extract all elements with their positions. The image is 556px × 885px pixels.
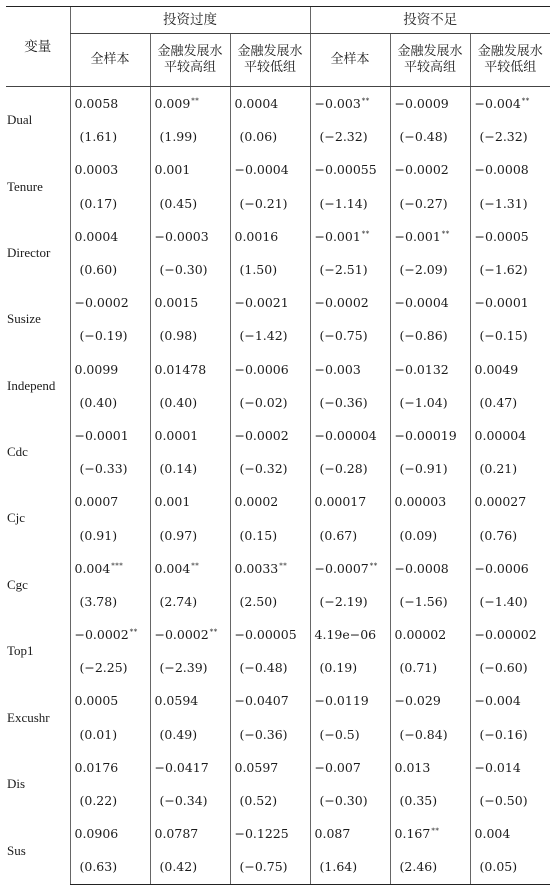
subgroup-header-line: 平较低组 [484, 60, 537, 75]
coefficient-value: 0.0176 [74, 759, 119, 775]
coefficient-cell [70, 684, 150, 717]
variable-name: Independ [7, 377, 56, 393]
t-statistic-cell: (0.19) [310, 651, 390, 684]
coefficient-cell [230, 220, 310, 253]
t-statistic-cell: (0.35) [390, 784, 470, 817]
coefficient-cell [150, 353, 230, 386]
t-statistic-cell: (−0.30) [310, 784, 390, 817]
coefficient-cell [230, 419, 310, 452]
coefficient-value: −0.007 [314, 759, 361, 775]
table-row [6, 452, 550, 485]
coefficient-cell [150, 286, 230, 319]
coefficient-cell [470, 552, 550, 585]
coefficient-cell [310, 286, 390, 319]
variable-name: Dis [7, 775, 26, 791]
t-statistic-cell: (−2.25) [70, 651, 150, 684]
table-row [6, 120, 550, 153]
significance-stars: ** [521, 97, 530, 106]
coefficient-value: −0.029 [394, 693, 441, 709]
coefficient-cell [310, 220, 390, 253]
subgroup-header-line: 金融发展水 [237, 44, 303, 59]
coefficient-value: 0.0787 [154, 826, 199, 842]
t-statistic-cell: (0.05) [470, 850, 550, 884]
table-row [6, 353, 550, 386]
coefficient-value: −0.0005 [474, 228, 529, 244]
coefficient-cell [470, 220, 550, 253]
variable-name: Director [7, 244, 51, 260]
subgroup-header-line: 全样本 [330, 52, 370, 67]
t-statistic-cell: (−0.36) [230, 718, 310, 751]
t-statistic-cell: (0.40) [150, 386, 230, 419]
t-statistic-cell: (−1.62) [470, 253, 550, 286]
coefficient-cell [150, 817, 230, 850]
t-statistic-cell: (−1.40) [470, 585, 550, 618]
coefficient-value: −0.00002 [474, 627, 537, 643]
coefficient-cell [390, 286, 470, 319]
t-statistic-cell: (0.63) [70, 850, 150, 884]
coefficient-cell [390, 751, 470, 784]
table-body [6, 87, 550, 885]
t-statistic-cell: (−0.5) [310, 718, 390, 751]
significance-stars: ** [191, 561, 200, 570]
table-row [6, 319, 550, 352]
t-statistic-cell: (0.42) [150, 850, 230, 884]
t-statistic-cell: (3.78) [70, 585, 150, 618]
coefficient-value: −0.004 [474, 96, 521, 112]
t-statistic-cell: (−0.16) [470, 718, 550, 751]
t-statistic-cell: (−0.75) [310, 319, 390, 352]
coefficient-value: 0.009 [154, 96, 191, 112]
coefficient-value: −0.0008 [394, 560, 449, 576]
t-statistic-cell: (−0.27) [390, 187, 470, 220]
significance-stars: ** [361, 97, 370, 106]
coefficient-cell [390, 87, 470, 121]
subgroup-header [390, 34, 470, 87]
variable-header: 变量 [6, 7, 70, 87]
coefficient-value: 0.0007 [74, 494, 119, 510]
t-statistic-cell: (−1.04) [390, 386, 470, 419]
coefficient-cell [470, 618, 550, 651]
table-row [6, 718, 550, 751]
coefficient-cell [470, 817, 550, 850]
coefficient-value: −0.0119 [314, 693, 369, 709]
coefficient-value: 0.004 [74, 560, 111, 576]
coefficient-value: −0.00055 [314, 162, 377, 178]
coefficient-cell [470, 353, 550, 386]
coefficient-cell [390, 220, 470, 253]
coefficient-value: −0.0417 [154, 759, 209, 775]
t-statistic-cell: (0.22) [70, 784, 150, 817]
t-statistic-cell: (−0.75) [230, 850, 310, 884]
coefficient-value: −0.0132 [394, 361, 449, 377]
t-statistic-cell: (0.17) [70, 187, 150, 220]
t-statistic-cell: (1.50) [230, 253, 310, 286]
coefficient-value: 0.0906 [74, 826, 119, 842]
coefficient-cell [150, 153, 230, 186]
coefficient-value: −0.004 [474, 693, 521, 709]
table-row [6, 187, 550, 220]
t-statistic-cell: (0.40) [70, 386, 150, 419]
coefficient-cell [70, 353, 150, 386]
coefficient-cell [230, 684, 310, 717]
table-row [6, 651, 550, 684]
t-statistic-cell: (−0.86) [390, 319, 470, 352]
table-row [6, 618, 550, 651]
table-row [6, 220, 550, 253]
t-statistic-cell: (−0.19) [70, 319, 150, 352]
group-header-underinvestment: 投资不足 [310, 7, 550, 34]
coefficient-cell [230, 153, 310, 186]
coefficient-value: −0.00005 [234, 627, 297, 643]
coefficient-cell [230, 817, 310, 850]
coefficient-value: −0.0006 [474, 560, 529, 576]
table-row [6, 419, 550, 452]
coefficient-value: 0.0001 [154, 427, 199, 443]
coefficient-value: −0.0002 [394, 162, 449, 178]
coefficient-value: 0.0099 [74, 361, 119, 377]
subgroup-header-line: 金融发展水 [397, 44, 463, 59]
coefficient-cell [230, 353, 310, 386]
significance-stars: ** [361, 229, 370, 238]
coefficient-cell [390, 419, 470, 452]
subgroup-header-line: 金融发展水 [477, 44, 543, 59]
coefficient-value: 0.087 [314, 826, 351, 842]
coefficient-value: 0.01478 [154, 361, 207, 377]
subgroup-header [310, 34, 390, 87]
t-statistic-cell: (1.99) [150, 120, 230, 153]
t-statistic-cell: (−2.19) [310, 585, 390, 618]
coefficient-cell [310, 419, 390, 452]
coefficient-cell [310, 87, 390, 121]
coefficient-cell [150, 419, 230, 452]
t-statistic-cell: (0.52) [230, 784, 310, 817]
coefficient-cell [310, 817, 390, 850]
coefficient-cell [470, 87, 550, 121]
t-statistic-cell: (0.97) [150, 518, 230, 551]
coefficient-value: 0.0003 [74, 162, 119, 178]
coefficient-value: −0.0003 [154, 228, 209, 244]
subgroup-header-line: 平较高组 [404, 60, 457, 75]
coefficient-cell [150, 552, 230, 585]
variable-name: Cdc [7, 444, 28, 460]
coefficient-value: 0.0005 [74, 693, 119, 709]
t-statistic-cell: (−2.32) [310, 120, 390, 153]
t-statistic-cell: (−0.33) [70, 452, 150, 485]
coefficient-cell [150, 485, 230, 518]
coefficient-value: −0.0002 [314, 295, 369, 311]
group-header-overinvestment: 投资过度 [70, 7, 310, 34]
coefficient-cell [70, 552, 150, 585]
coefficient-value: −0.0004 [394, 295, 449, 311]
coefficient-cell [150, 220, 230, 253]
coefficient-value: 0.00027 [474, 494, 527, 510]
coefficient-cell [70, 220, 150, 253]
table-row [6, 684, 550, 717]
t-statistic-cell: (−0.02) [230, 386, 310, 419]
significance-stars: ** [129, 628, 138, 637]
coefficient-cell [470, 153, 550, 186]
coefficient-cell [70, 286, 150, 319]
table-row [6, 585, 550, 618]
coefficient-cell [470, 419, 550, 452]
coefficient-value: −0.001 [394, 228, 441, 244]
coefficient-value: −0.0021 [234, 295, 289, 311]
variable-name: Cgc [7, 576, 28, 592]
significance-stars: ** [441, 229, 450, 238]
coefficient-value: 0.00004 [474, 427, 527, 443]
coefficient-value: 0.0002 [234, 494, 279, 510]
t-statistic-cell: (0.06) [230, 120, 310, 153]
significance-stars: ** [369, 561, 378, 570]
t-statistic-cell: (−1.56) [390, 585, 470, 618]
coefficient-value: −0.0002 [234, 427, 289, 443]
coefficient-value: −0.0002 [74, 295, 129, 311]
t-statistic-cell: (0.71) [390, 651, 470, 684]
coefficient-cell [150, 618, 230, 651]
coefficient-value: −0.1225 [234, 826, 289, 842]
table-row [6, 850, 550, 884]
t-statistic-cell: (0.91) [70, 518, 150, 551]
coefficient-cell [390, 153, 470, 186]
coefficient-value: −0.0004 [234, 162, 289, 178]
coefficient-value: 0.0597 [234, 759, 279, 775]
t-statistic-cell: (0.21) [470, 452, 550, 485]
table-row [6, 817, 550, 850]
coefficient-value: 0.167 [394, 826, 431, 842]
variable-name: Cjc [7, 510, 26, 526]
coefficient-value: −0.0007 [314, 560, 369, 576]
t-statistic-cell: (0.15) [230, 518, 310, 551]
variable-name: Dual [7, 112, 33, 128]
coefficient-cell [230, 286, 310, 319]
coefficient-value: 0.0049 [474, 361, 519, 377]
coefficient-value: 0.00002 [394, 627, 447, 643]
subgroup-header-line: 金融发展水 [157, 44, 223, 59]
significance-stars: ** [209, 628, 218, 637]
coefficient-cell [310, 153, 390, 186]
coefficient-cell [470, 485, 550, 518]
t-statistic-cell: (0.01) [70, 718, 150, 751]
coefficient-value: 0.004 [154, 560, 191, 576]
table-row [6, 518, 550, 551]
t-statistic-cell: (−1.42) [230, 319, 310, 352]
coefficient-cell [390, 353, 470, 386]
coefficient-value: −0.0002 [74, 627, 129, 643]
t-statistic-cell: (2.46) [390, 850, 470, 884]
t-statistic-cell: (−0.21) [230, 187, 310, 220]
coefficient-cell [230, 552, 310, 585]
table-row [6, 485, 550, 518]
t-statistic-cell: (0.60) [70, 253, 150, 286]
coefficient-cell [390, 552, 470, 585]
table-header [6, 7, 550, 87]
coefficient-cell [230, 751, 310, 784]
t-statistic-cell: (−2.39) [150, 651, 230, 684]
subgroup-header [470, 34, 550, 87]
coefficient-cell [310, 684, 390, 717]
t-statistic-cell: (−2.09) [390, 253, 470, 286]
t-statistic-cell: (−2.32) [470, 120, 550, 153]
t-statistic-cell: (−0.60) [470, 651, 550, 684]
coefficient-cell [470, 286, 550, 319]
coefficient-cell [70, 419, 150, 452]
coefficient-cell [70, 817, 150, 850]
coefficient-value: 0.004 [474, 826, 511, 842]
t-statistic-cell: (0.45) [150, 187, 230, 220]
t-statistic-cell: (−0.91) [390, 452, 470, 485]
coefficient-value: 0.0058 [74, 96, 119, 112]
coefficient-value: 0.001 [154, 162, 191, 178]
subgroup-header [230, 34, 310, 87]
table-row [6, 87, 550, 121]
coefficient-cell [310, 751, 390, 784]
coefficient-cell [390, 817, 470, 850]
subgroup-header-line: 平较低组 [244, 60, 297, 75]
t-statistic-cell: (−0.50) [470, 784, 550, 817]
coefficient-cell [310, 618, 390, 651]
t-statistic-cell: (0.76) [470, 518, 550, 551]
coefficient-cell [70, 87, 150, 121]
t-statistic-cell: (0.49) [150, 718, 230, 751]
coefficient-value: −0.0407 [234, 693, 289, 709]
variable-name: Tenure [7, 178, 43, 194]
coefficient-cell [70, 153, 150, 186]
coefficient-value: −0.003 [314, 96, 361, 112]
coefficient-cell [230, 87, 310, 121]
t-statistic-cell: (0.09) [390, 518, 470, 551]
significance-stars: *** [111, 561, 124, 570]
coefficient-value: 0.0016 [234, 228, 279, 244]
variable-name: Top1 [7, 643, 34, 659]
coefficient-cell [310, 552, 390, 585]
t-statistic-cell: (0.47) [470, 386, 550, 419]
subgroup-header [150, 34, 230, 87]
coefficient-cell [390, 618, 470, 651]
table-row [6, 386, 550, 419]
coefficient-value: 0.00017 [314, 494, 367, 510]
coefficient-value: 0.0004 [234, 96, 279, 112]
subgroup-header-line: 全样本 [90, 52, 130, 67]
t-statistic-cell: (−1.31) [470, 187, 550, 220]
table-row [6, 784, 550, 817]
t-statistic-cell: (2.74) [150, 585, 230, 618]
variable-name: Sus [7, 842, 26, 858]
coefficient-value: 0.0033 [234, 560, 279, 576]
coefficient-value: 0.0004 [74, 228, 119, 244]
t-statistic-cell: (−0.28) [310, 452, 390, 485]
coefficient-value: −0.00004 [314, 427, 377, 443]
t-statistic-cell: (0.98) [150, 319, 230, 352]
t-statistic-cell: (−1.14) [310, 187, 390, 220]
coefficient-value: 0.013 [394, 759, 431, 775]
t-statistic-cell: (2.50) [230, 585, 310, 618]
subgroup-header [70, 34, 150, 87]
t-statistic-cell: (−0.48) [390, 120, 470, 153]
coefficient-value: −0.0001 [474, 295, 529, 311]
coefficient-cell [70, 751, 150, 784]
coefficient-cell [310, 353, 390, 386]
coefficient-value: −0.0002 [154, 627, 209, 643]
coefficient-value: 0.001 [154, 494, 191, 510]
significance-stars: ** [191, 97, 200, 106]
coefficient-cell [230, 618, 310, 651]
variable-name: Excushr [7, 709, 50, 725]
variable-name: Susize [7, 311, 41, 327]
coefficient-value: −0.014 [474, 759, 521, 775]
significance-stars: ** [431, 827, 440, 836]
coefficient-cell [70, 485, 150, 518]
coefficient-value: −0.0008 [474, 162, 529, 178]
t-statistic-cell: (−0.32) [230, 452, 310, 485]
t-statistic-cell: (−2.51) [310, 253, 390, 286]
coefficient-value: 0.0015 [154, 295, 199, 311]
coefficient-value: −0.00019 [394, 427, 457, 443]
t-statistic-cell: (−0.36) [310, 386, 390, 419]
coefficient-value: −0.0001 [74, 427, 129, 443]
t-statistic-cell: (0.14) [150, 452, 230, 485]
coefficient-value: 0.00003 [394, 494, 447, 510]
coefficient-cell [470, 751, 550, 784]
coefficient-cell [150, 684, 230, 717]
t-statistic-cell: (−0.30) [150, 253, 230, 286]
table-row [6, 751, 550, 784]
coefficient-value: −0.0009 [394, 96, 449, 112]
t-statistic-cell: (−0.34) [150, 784, 230, 817]
t-statistic-cell: (1.64) [310, 850, 390, 884]
coefficient-value: −0.001 [314, 228, 361, 244]
coefficient-cell [390, 684, 470, 717]
coefficient-value: 0.0594 [154, 693, 199, 709]
t-statistic-cell: (−0.15) [470, 319, 550, 352]
regression-table [6, 6, 550, 885]
t-statistic-cell: (−0.48) [230, 651, 310, 684]
significance-stars: ** [279, 561, 288, 570]
coefficient-cell [230, 485, 310, 518]
table-row [6, 286, 550, 319]
t-statistic-cell: (−0.84) [390, 718, 470, 751]
coefficient-cell [390, 485, 470, 518]
table-row [6, 153, 550, 186]
t-statistic-cell: (1.61) [70, 120, 150, 153]
subgroup-header-line: 平较高组 [163, 60, 216, 75]
coefficient-value: −0.003 [314, 361, 361, 377]
coefficient-cell [150, 751, 230, 784]
coefficient-cell [70, 618, 150, 651]
t-statistic-cell: (0.67) [310, 518, 390, 551]
coefficient-cell [470, 684, 550, 717]
coefficient-value: 4.19e−06 [314, 627, 377, 643]
coefficient-cell [150, 87, 230, 121]
coefficient-cell [310, 485, 390, 518]
table-row [6, 552, 550, 585]
table-row [6, 253, 550, 286]
coefficient-value: −0.0006 [234, 361, 289, 377]
